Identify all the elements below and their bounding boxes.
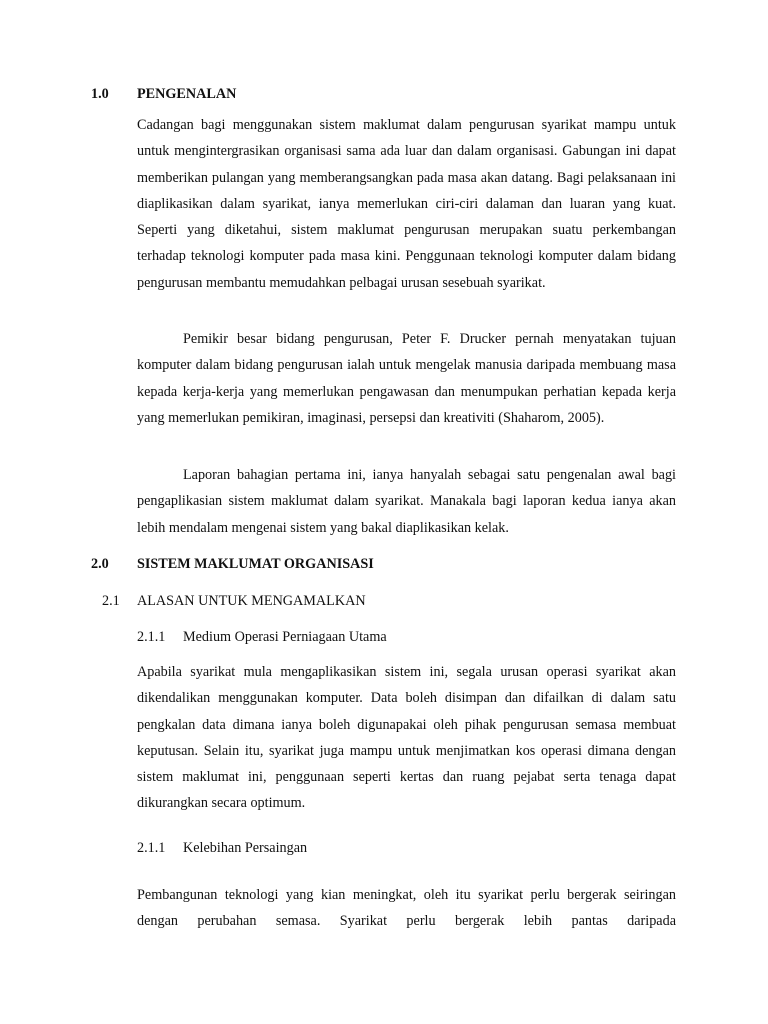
paragraph-kelebihan-persaingan: Pembangunan teknologi yang kian meningkat, oleh itu syarikat perlu bergerak seiringan dengan perubahan semasa. Syarikat perlu bergerak lebih pantas daripada [137, 887, 676, 930]
subsubsection-number: 2.1.1 [137, 840, 166, 856]
section-number: 1.0 [91, 86, 109, 102]
section-title: PENGENALAN [137, 86, 237, 102]
subsubsection-heading-2 [137, 840, 307, 857]
subsection-number: 2.1 [102, 593, 120, 609]
subsection-title: ALASAN UNTUK MENGAMALKAN [137, 593, 366, 609]
section-number: 2.0 [91, 556, 109, 572]
subsubsection-number: 2.1.1 [137, 629, 166, 645]
subsubsection-title: Kelebihan Persaingan [183, 840, 308, 856]
paragraph-introduction-2: Pemikir besar bidang pengurusan, Peter F. Drucker pernah menyatakan tujuan komputer dalam bidang pengurusan ialah untuk mengelak manusia daripada membuang masa kepada kerja-kerja yang memerlukan pengawasan dan menumpukan perhatian kepada kerja yang memerlukan pemikiran, imaginasi, persepsi dan kreativiti (Shaharom, 2005). [137, 331, 676, 426]
paragraph-medium-operasi: Apabila syarikat mula mengaplikasikan sistem ini, segala urusan operasi syarikat akan dikendalikan menggunakan komputer. Data boleh disimpan dan difailkan di dalam satu pengkalan data dimana ianya boleh digunapakai oleh pihak pengurusan semasa membuat keputusan. Selain itu, syarikat juga mampu untuk menjimatkan kos operasi dimana dengan sistem maklumat ini, penggunaan seperti kertas dan ruang pejabat serta tenaga dapat dikurangkan secara optimum. [137, 664, 676, 812]
paragraph-introduction-1: Cadangan bagi menggunakan sistem maklumat dalam pengurusan syarikat mampu untuk untuk mengintergrasikan organisasi sama ada luar dan dalam organisasi. Gabungan ini dapat memberikan pulangan yang memberangsangkan pada masa akan datang. Bagi pelaksanaan ini diaplikasikan dalam syarikat, ianya memerlukan ciri-ciri dalaman dan luaran yang kuat. Seperti yang diketahui, sistem maklumat pengurusan merupakan suatu perkembangan terhadap teknologi komputer pada masa kini. Penggunaan teknologi komputer dalam bidang pengurusan membantu memudahkan pelbagai urusan sesebuah syarikat. [137, 117, 676, 291]
section-title: SISTEM MAKLUMAT ORGANISASI [137, 556, 374, 572]
paragraph-introduction-3: Laporan bahagian pertama ini, ianya hanyalah sebagai satu pengenalan awal bagi pengaplikasian sistem maklumat dalam syarikat. Manakala bagi laporan kedua ianya akan lebih mendalam mengenai sistem yang bakal diaplikasikan kelak. [137, 467, 676, 536]
subsubsection-heading-1 [137, 629, 387, 646]
subsubsection-title: Medium Operasi Perniagaan Utama [183, 629, 387, 645]
